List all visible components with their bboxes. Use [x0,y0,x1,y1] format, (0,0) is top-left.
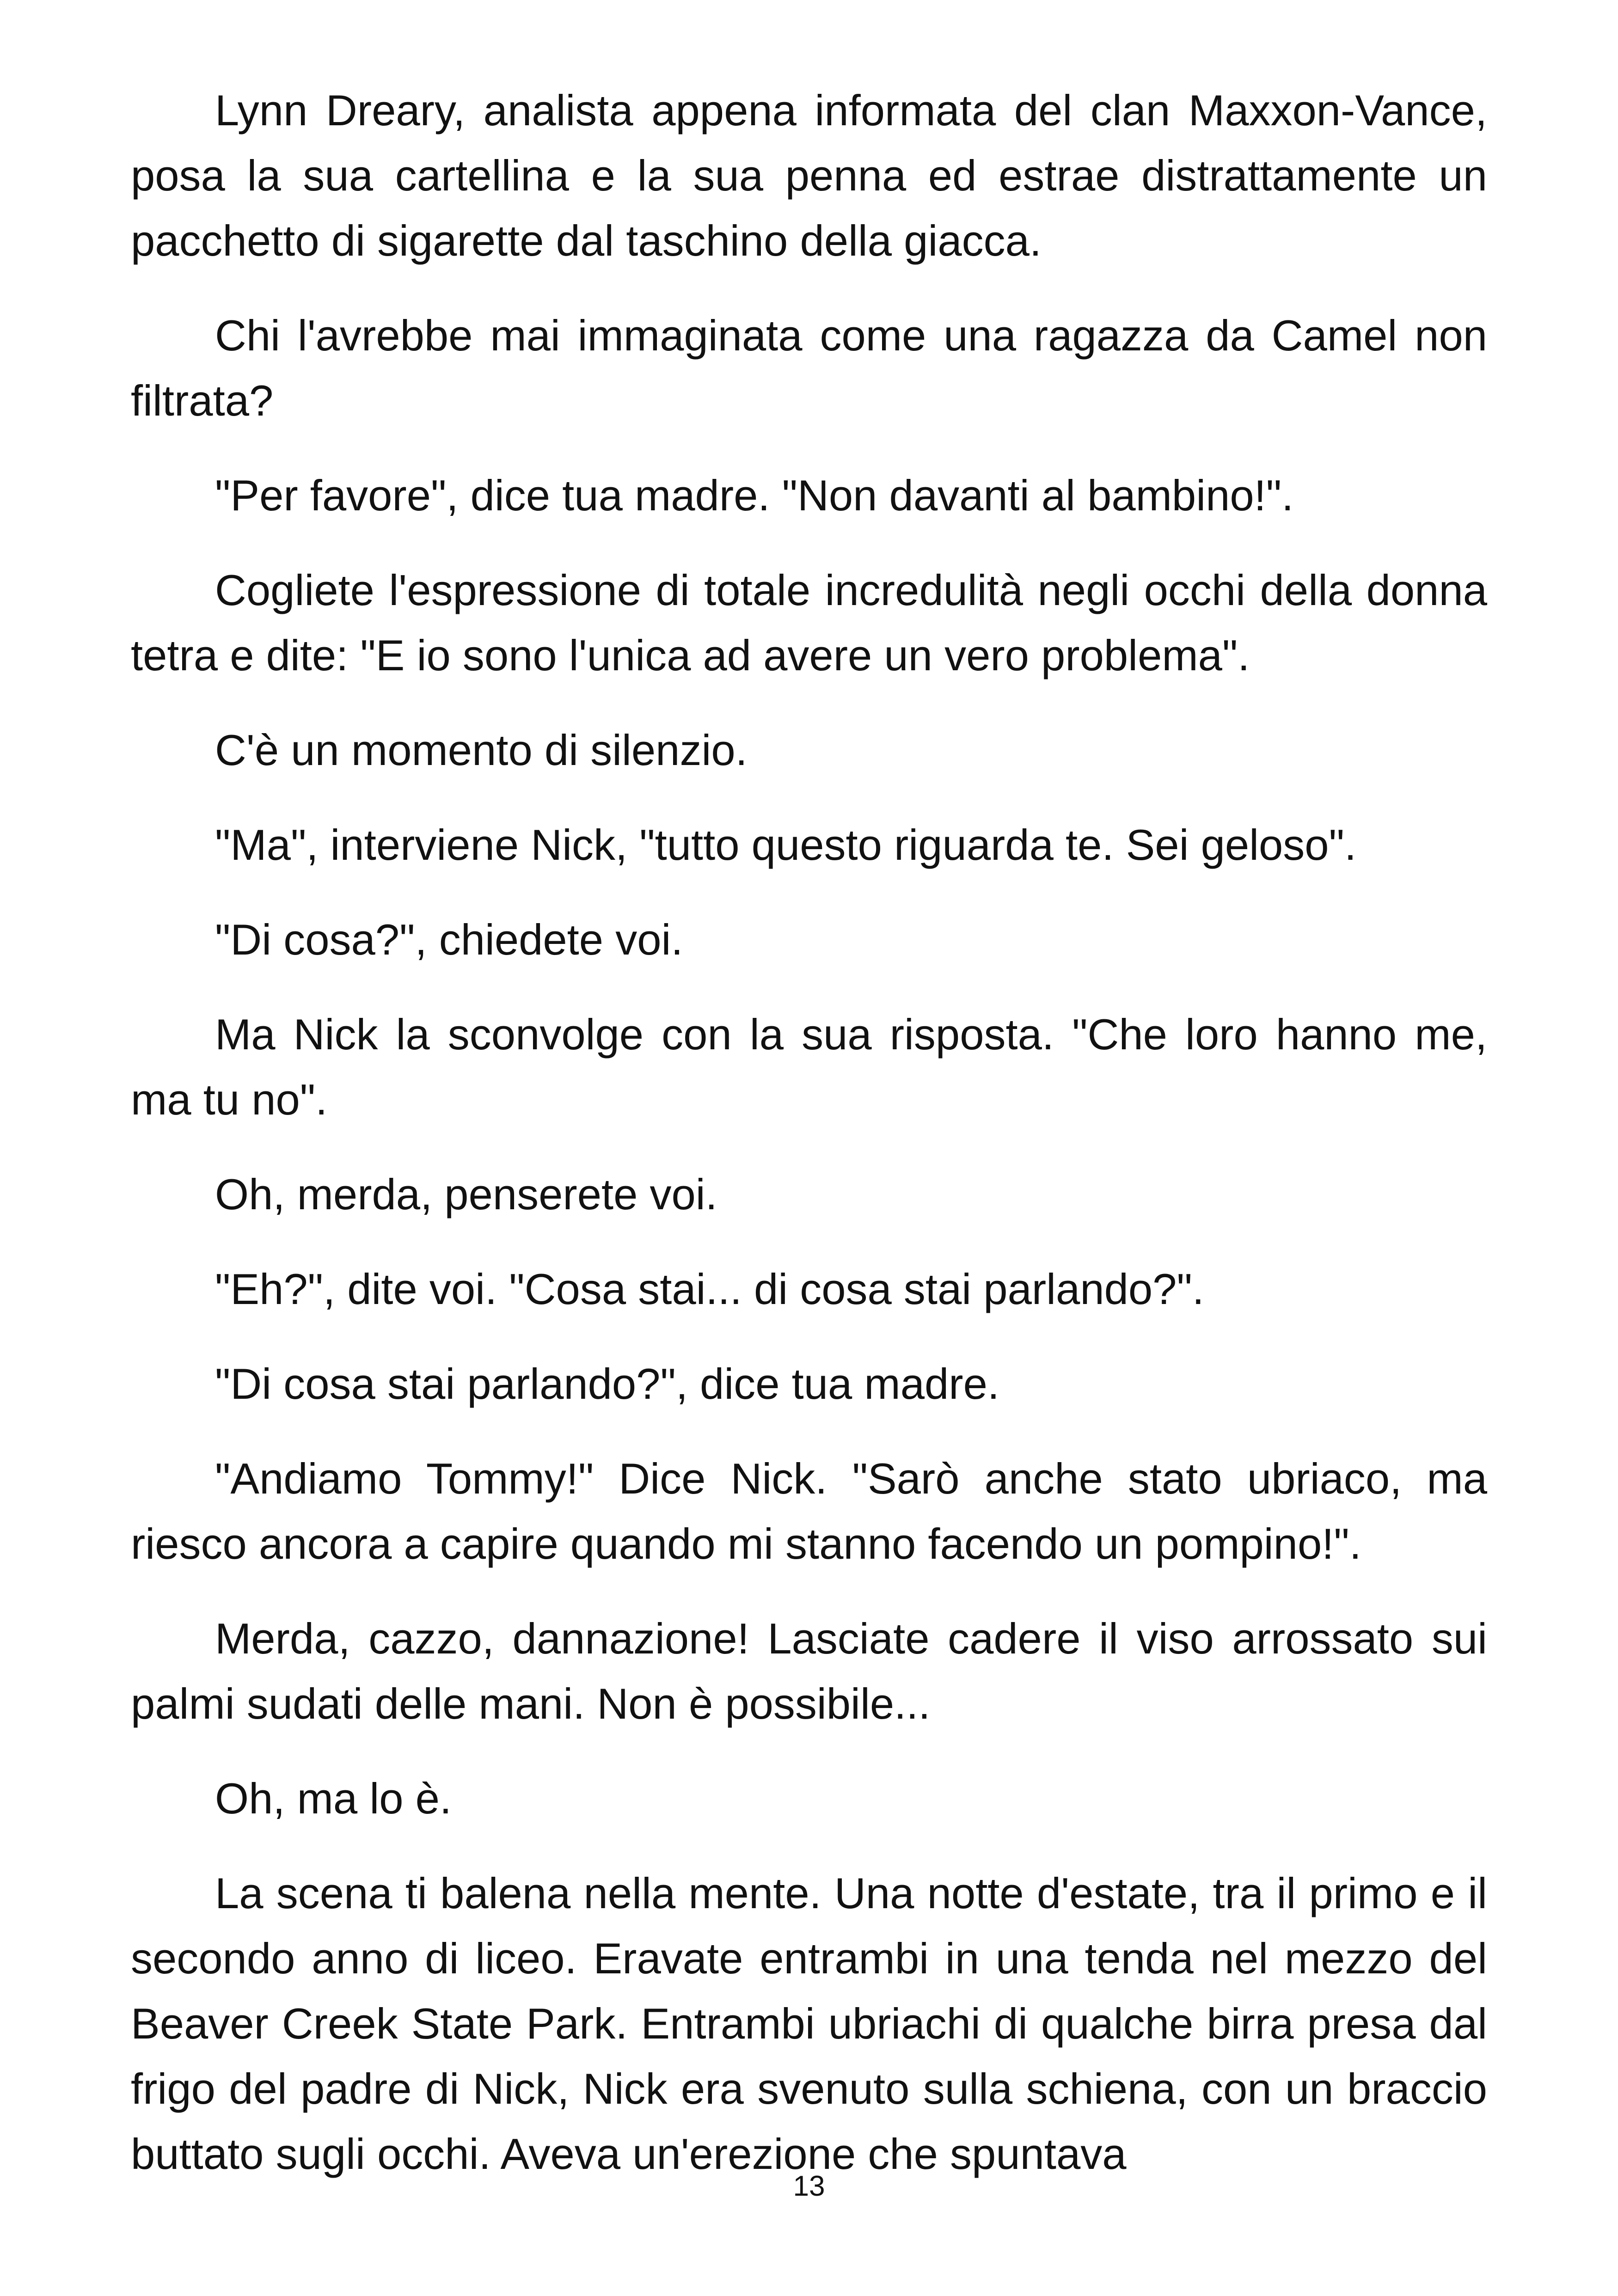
paragraph: "Di cosa?", chiedete voi. [215,915,683,964]
paragraph: Chi l'avrebbe mai immaginata come una ragazza da Camel non filtrata? [131,311,1487,425]
paragraph: "Eh?", dite voi. "Cosa stai... di cosa stai parlando?". [215,1265,1204,1313]
paragraph: "Di cosa stai parlando?", dice tua madre. [215,1359,999,1408]
paragraph: C'è un momento di silenzio. [215,726,748,774]
paragraph: "Ma", interviene Nick, "tutto questo riguarda te. Sei geloso". [215,820,1357,869]
paragraph: Ma Nick la sconvolge con la sua risposta. "Che loro hanno me, ma tu no". [131,1010,1487,1124]
paragraph: Lynn Dreary, analista appena informata del clan Maxxon-Vance, posa la sua cartellina e la sua penna ed estrae distrattamente un pacchetto di sigarette dal taschino della giacca. [131,86,1487,265]
paragraph: Cogliete l'espressione di totale incredulità negli occhi della donna tetra e dite: "E io sono l'unica ad avere un vero problema". [131,566,1487,680]
body-text [131,78,1487,2216]
paragraph: La scena ti balena nella mente. Una notte d'estate, tra il primo e il secondo anno di liceo. Eravate entrambi in una tenda nel mezzo del Beaver Creek State Park. Entrambi ubriachi di qualche birra presa dal frigo del padre di Nick, Nick era svenuto sulla schiena, con un braccio buttato sugli occhi. Aveva un'erezione che spuntava [131,1869,1487,2178]
paragraph: Oh, merda, penserete voi. [215,1170,717,1218]
paragraph: "Per favore", dice tua madre. "Non davanti al bambino!". [215,471,1294,520]
paragraph: Oh, ma lo è. [215,1774,452,1823]
paragraph: Merda, cazzo, dannazione! Lasciate cadere il viso arrossato sui palmi sudati delle mani. Non è possibile... [131,1614,1487,1728]
page-number: 13 [793,2170,825,2202]
paragraph: "Andiamo Tommy!" Dice Nick. "Sarò anche stato ubriaco, ma riesco ancora a capire quando mi stanno facendo un pompino!". [131,1454,1487,1568]
